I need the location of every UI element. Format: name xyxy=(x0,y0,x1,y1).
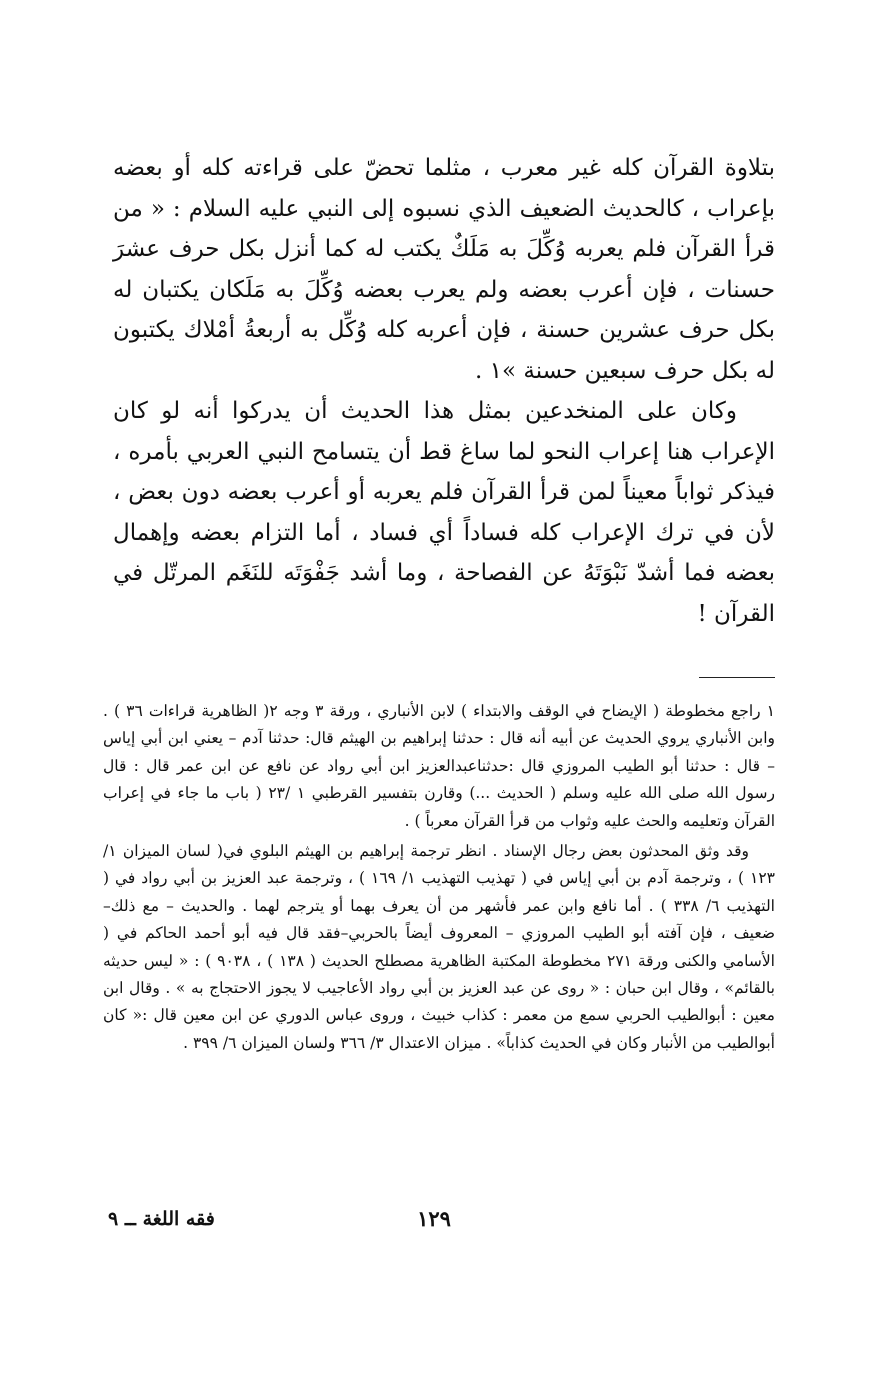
signature-mark: فقه اللغة ــ ٩ xyxy=(108,1208,215,1230)
footnote-divider xyxy=(699,677,775,678)
footnote-1 xyxy=(103,698,775,835)
footnote-1-continuation: وقد وثق المحدثون بعض رجال الإسناد . انظر ترجمة إبراهيم بن الهيثم البلوي في( لسان الميزان ١/ ١٢٣ ) ، وترجمة آدم بن أبي إياس في ( تهذيب التهذيب ١/ ١٦٩ ) ، وترجمة عبد العزيز بن أبي رواد في ( التهذيب ٦/ ٣٣٨ ) . أما نافع وابن عمر فأشهر من أن يعرف بهما أو يترجم لهما . والحديث – مع ذلك– ضعيف ، فإن آفته أبو الطيب المروزي – المعروف أيضاً بالحربي–فقد قال فيه أبو أحمد الحاكم في ( الأسامي والكنى ورقة ٢٧١ مخطوطة المكتبة الظاهرية مصطلح الحديث ( ١٣٨ ) ، ٩٠٣٨ ) : « ليس حديثه بالقائم» ، وقال ابن حبان : « روى عن عبد العزيز بن أبي رواد الأعاجيب لا يجوز الاحتجاج به » . وقال ابن معين : أبوالطيب الحربي سمع من معمر : كذاب خبيث ، وروى عباس الدوري عن ابن معين قال :« كان أبوالطيب من الأنبار وكان في الحديث كذاباً» . ميزان الاعتدال ٣/ ٣٦٦ ولسان الميزان ٦/ ٣٩٩ . xyxy=(103,842,776,1052)
body-paragraph-1: بتلاوة القرآن كله غير معرب ، مثلما تحضّ على قراءته كله أو بعضه بإعراب ، كالحديث الضعيف الذي نسبوه إلى النبي عليه السلام : « من قرأ القرآن فلم يعربه وُكِّلَ به مَلَكٌ يكتب له كما أنزل بكل حرف عشرَ حسنات ، فإن أعرب بعضه ولم يعرب بعضه وُكِّلَ به مَلَكان يكتبان له بكل حرف عشرين حسنة ، فإن أعربه كله وُكِّل به أربعةُ أمْلاك يكتبون له بكل حرف سبعين حسنة »١ . xyxy=(113,155,775,384)
body-text xyxy=(113,148,775,634)
footnote-1-text: راجع مخطوطة ( الإيضاح في الوقف والابتداء ) لابن الأنباري ، ورقة ٣ وجه ٢( الظاهرية قراءات ٣٦ ) . وابن الأنباري يروي الحديث عن أبيه أنه قال : حدثنا إبراهيم بن الهيثم قال: حدثنا آدم – يعني ابن أبي إياس – قال : حدثنا أبو الطيب المروزي قال :حدثناعبدالعزيز ابن أبي رواد عن نافع عن ابن عمر قال : قال رسول الله صلى الله عليه وسلم ( الحديث ...) وقارن بتفسير القرطبي ١ /٢٣ ( باب ما جاء في إعراب القرآن وتعليمه والحث عليه وثواب من قرأ القرآن معرباً ) . xyxy=(103,702,775,830)
page-number: ١٢٩ xyxy=(417,1206,451,1231)
body-paragraph-2: وكان على المنخدعين بمثل هذا الحديث أن يدركوا أنه لو كان الإعراب هنا إعراب النحو لما ساغ قط أن يتسامح النبي العربي بأمره ، فيذكر ثواباً معيناً لمن قرأ القرآن فلم يعربه أو أعرب بعضه دون بعض ، لأن في ترك الإعراب كله فساداً أي فساد ، أما التزام بعضه وإهمال بعضه فما أشدّ نَبْوَتَهُ عن الفصاحة ، وما أشد جَفْوَتَه للنَغَم المرتّل في القرآن ! xyxy=(113,398,775,627)
footnote-marker: ١ xyxy=(766,702,775,720)
footnotes xyxy=(103,698,775,1057)
